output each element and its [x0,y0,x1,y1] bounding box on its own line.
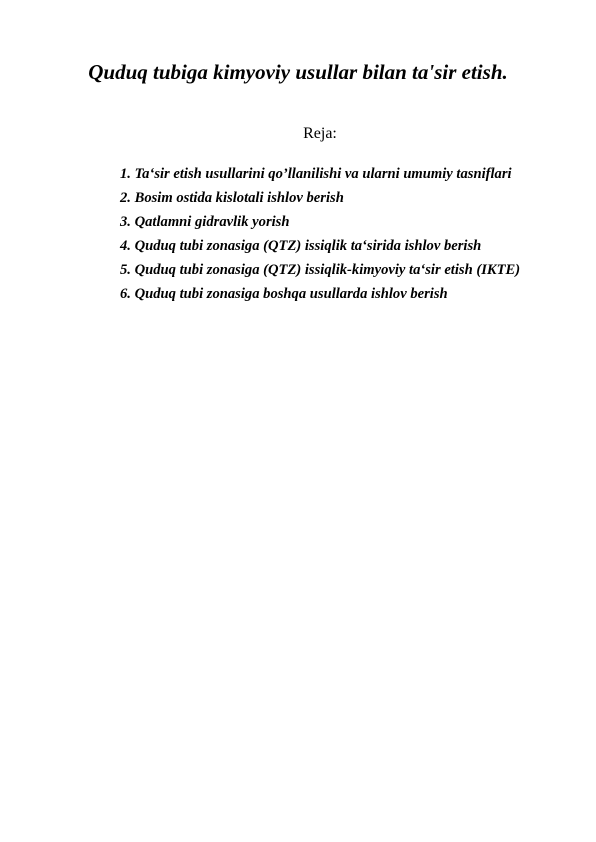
plan-item-2: 2. Bosim ostida kislotali ishlov berish [120,190,344,206]
document-title: Quduq tubiga kimyoviy usullar bilan ta'sir etish. [88,60,508,84]
plan-item-6: 6. Quduq tubi zonasiga boshqa usullarda ishlov berish [120,286,448,302]
plan-item-3: 3. Qatlamni gidravlik yorish [120,214,290,230]
plan-item-4: 4. Quduq tubi zonasiga (QTZ) issiqlik ta‘sirida ishlov berish [120,238,482,254]
plan-item-5: 5. Quduq tubi zonasiga (QTZ) issiqlik-kimyoviy ta‘sir etish (IKTE) [120,262,521,278]
plan-heading: Reja: [303,125,337,142]
plan-item-1: 1. Ta‘sir etish usullarini qo’llanilishi va ularni umumiy tasniflari [120,166,512,182]
plan-list [88,162,553,306]
